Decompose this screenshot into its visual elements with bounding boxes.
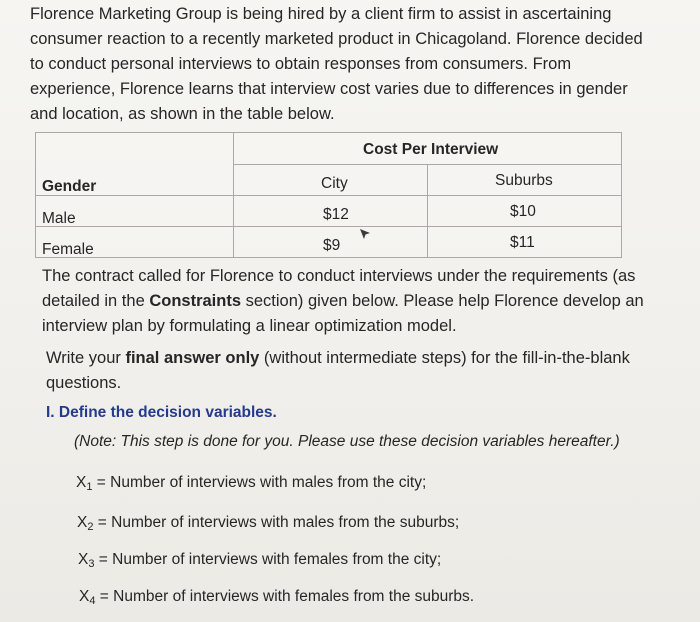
contract-text: detailed in the (42, 292, 150, 310)
variable-symbol: X (78, 551, 89, 568)
contract-text: section) given below. Please help Florence develop an (241, 292, 644, 310)
contract-line: The contract called for Florence to conduct interviews under the requirements (as (42, 267, 636, 285)
intro-line: consumer reaction to a recently marketed product in Chicagoland. Florence decided (30, 30, 643, 48)
table-divider (233, 164, 621, 165)
suburbs-header: Suburbs (495, 172, 553, 189)
row-suburbs-cost: $11 (510, 234, 535, 251)
gender-header: Gender (42, 178, 97, 195)
variable-subscript: 1 (86, 481, 93, 493)
instruction-line (46, 346, 666, 371)
section-heading: I. Define the decision variables. (46, 404, 277, 421)
instruction-paragraph (46, 346, 666, 396)
instruction-line: questions. (46, 374, 122, 392)
variable-description: = Number of interviews with males from the suburbs; (97, 514, 460, 531)
row-gender: Female (42, 241, 94, 258)
variable-description: = Number of interviews with females from the city; (98, 551, 442, 568)
row-gender: Male (42, 210, 76, 227)
instruction-text: (without intermediate steps) for the fill-in-the-blank (259, 349, 630, 367)
table-title: Cost Per Interview (363, 141, 499, 158)
mouse-pointer-icon (359, 228, 371, 242)
intro-line: and location, as shown in the table below. (30, 105, 335, 123)
intro-line: to conduct personal interviews to obtain responses from consumers. From (30, 55, 572, 73)
contract-paragraph (42, 264, 672, 339)
table-divider (36, 195, 621, 196)
contract-line: interview plan by formulating a linear optimization model. (42, 317, 457, 335)
variable-description: = Number of interviews with males from the city; (96, 474, 427, 491)
variable-subscript: 4 (89, 595, 96, 607)
variable-symbol: X (76, 474, 87, 491)
intro-line: experience, Florence learns that interview cost varies due to differences in gender (30, 80, 628, 98)
variable-description: = Number of interviews with females from the suburbs. (99, 588, 475, 605)
decision-variable (77, 514, 459, 533)
decision-variable (78, 551, 441, 570)
instruction-text: Write your (46, 349, 126, 367)
table-divider (36, 226, 621, 227)
intro-paragraph (30, 2, 670, 127)
constraints-emphasis: Constraints (149, 292, 242, 310)
contract-line (42, 289, 672, 314)
variable-symbol: X (79, 588, 90, 605)
row-city-cost: $9 (323, 237, 341, 254)
cost-table (35, 132, 622, 258)
decision-variable (79, 588, 474, 607)
row-suburbs-cost: $10 (510, 203, 536, 220)
variable-subscript: 3 (88, 558, 95, 570)
note-text: (Note: This step is done for you. Please use these decision variables hereafter.) (74, 433, 620, 450)
row-city-cost: $12 (323, 206, 349, 223)
city-header: City (321, 175, 348, 192)
decision-variable (76, 474, 426, 493)
variable-subscript: 2 (87, 521, 94, 533)
intro-line: Florence Marketing Group is being hired by a client firm to assist in ascertaining (30, 5, 612, 23)
table-divider (427, 164, 428, 257)
variable-symbol: X (77, 514, 88, 531)
final-answer-emphasis: final answer only (125, 349, 260, 367)
